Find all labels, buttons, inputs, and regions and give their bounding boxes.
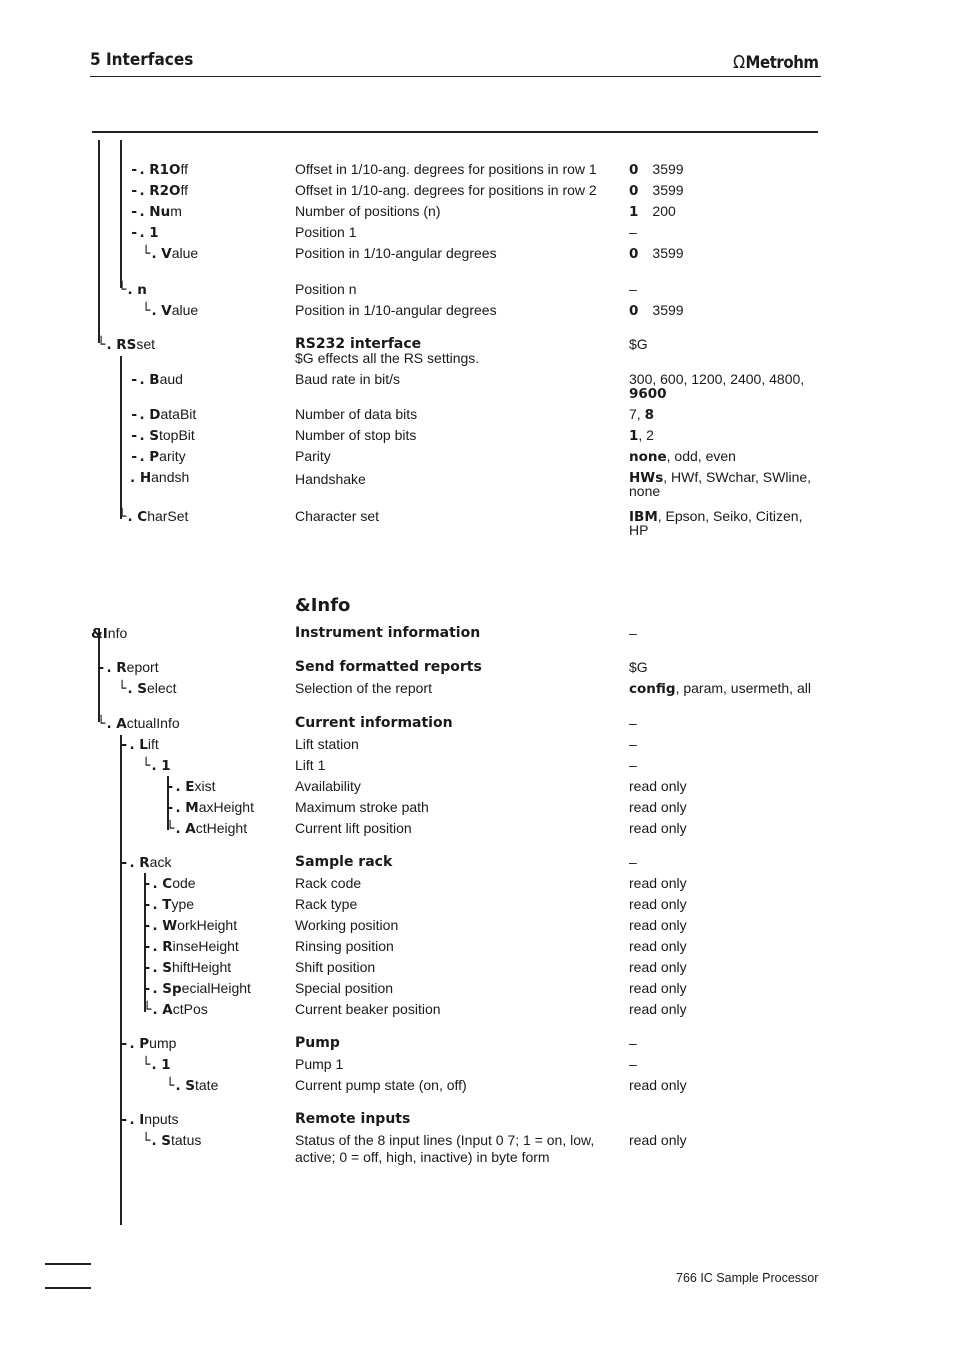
value-range	[629, 204, 676, 219]
command-key: . R2O	[139, 183, 181, 199]
command-cell	[97, 716, 180, 731]
description-title: Send formatted reports	[295, 659, 482, 675]
value-range	[629, 960, 687, 974]
value-range	[629, 716, 637, 730]
value-rest: 200	[652, 203, 676, 219]
command-cell	[143, 918, 237, 933]
tree-connector: └	[118, 681, 127, 697]
tree-connector: -	[143, 981, 152, 997]
value-rest: –	[629, 281, 637, 297]
value-range	[629, 1002, 687, 1016]
footer-product: 766 IC Sample Processor	[676, 1271, 819, 1285]
command-rest: hiftHeight	[172, 959, 232, 975]
tree-connector: -	[97, 660, 106, 676]
command-key: . P	[129, 1036, 150, 1052]
command-cell	[130, 449, 186, 464]
description-title: Remote inputs	[295, 1111, 411, 1127]
command-rest: inseHeight	[172, 938, 239, 954]
command-key: . S	[152, 960, 172, 976]
value-default: 0	[629, 303, 639, 319]
command-cell	[118, 681, 177, 696]
value-rest: 3599	[652, 182, 684, 198]
tree-line	[120, 735, 122, 1225]
command-key: . A	[175, 821, 196, 837]
command-rest: harSet	[147, 508, 189, 524]
value-rest: read only	[629, 875, 687, 891]
command-cell	[166, 1078, 218, 1093]
command-cell	[130, 162, 188, 177]
command-rest: axHeight	[198, 799, 254, 815]
value-rest: , param, usermeth, all	[675, 680, 811, 696]
description: Rack type	[295, 896, 358, 912]
command-rest: ctPos	[172, 1001, 208, 1017]
command-key: . 1	[151, 758, 171, 774]
tree-connector: -	[130, 183, 139, 199]
command-cell	[120, 1112, 179, 1127]
value-rest: $G	[629, 336, 648, 352]
value-rest: read only	[629, 1132, 687, 1148]
value-line2: none	[629, 483, 661, 499]
description: Number of data bits	[295, 406, 418, 422]
omega-logo-icon: Ω	[733, 52, 745, 73]
command-cell	[143, 939, 239, 954]
description: Rinsing position	[295, 938, 394, 954]
description: Working position	[295, 917, 399, 933]
tree-connector: └	[118, 282, 127, 298]
value-range	[629, 428, 654, 443]
command-rest: tatus	[171, 1132, 202, 1148]
value-rest: –	[629, 757, 637, 773]
value-range	[629, 303, 684, 318]
value-range	[629, 509, 803, 524]
command-key: . 1	[139, 225, 159, 241]
command-cell	[143, 981, 251, 996]
value-rest: read only	[629, 820, 687, 836]
value-range	[629, 897, 687, 911]
command-rest: nputs	[144, 1111, 179, 1127]
command-key: &I	[91, 626, 108, 642]
value-range	[629, 821, 687, 835]
value-range	[629, 1057, 637, 1071]
value-rest: 3599	[652, 302, 684, 318]
command-cell	[130, 183, 188, 198]
value-range	[629, 737, 637, 751]
tree-connector: -	[130, 449, 139, 465]
tree-connector: -	[130, 162, 139, 178]
command-key: . L	[129, 737, 148, 753]
value-rest: –	[629, 715, 637, 731]
table-top-rule	[92, 131, 818, 133]
tree-connector: └	[142, 1133, 151, 1149]
command-cell	[118, 282, 147, 297]
description: Offset in 1/10-ang. degrees for positions in row 2	[295, 182, 597, 198]
tree-connector: -	[120, 1112, 129, 1128]
command-key: . C	[127, 509, 148, 525]
command-cell	[97, 337, 155, 352]
command-key: . RS	[106, 337, 137, 353]
value-rest: , odd, even	[666, 448, 736, 464]
value-range	[629, 162, 684, 177]
value-rest: –	[629, 625, 637, 641]
value-rest: read only	[629, 959, 687, 975]
value-default: 1	[629, 204, 639, 220]
command-cell	[166, 779, 216, 794]
command-rest: elect	[147, 680, 177, 696]
value-rest: –	[629, 224, 637, 240]
command-rest: alue	[171, 245, 199, 261]
value-default: HWs	[629, 470, 664, 486]
description-title: Instrument information	[295, 625, 481, 641]
value-default: IBM	[629, 509, 658, 525]
value-range	[629, 225, 637, 239]
description: Position in 1/10-angular degrees	[295, 302, 497, 318]
command-key: . S	[151, 1133, 171, 1149]
command-cell	[120, 737, 159, 752]
command-cell	[130, 372, 183, 387]
value-rest: read only	[629, 778, 687, 794]
value-rest: –	[629, 736, 637, 752]
description: Position 1	[295, 224, 357, 240]
tree-connector: -	[166, 800, 175, 816]
command-key: . R	[129, 855, 150, 871]
value-range	[629, 372, 804, 386]
command-key: . R	[106, 660, 127, 676]
info-section-title: &Info	[295, 595, 351, 616]
command-cell	[143, 876, 196, 891]
description: Lift station	[295, 736, 359, 752]
command-rest: ift	[147, 736, 159, 752]
tree-connector: └	[97, 716, 106, 732]
description: Status of the 8 input lines (Input 0 7; 1 = on, low,	[295, 1132, 595, 1148]
chapter-title: 5 Interfaces	[90, 50, 194, 70]
command-key: . A	[152, 1002, 173, 1018]
value-range	[629, 939, 687, 953]
command-cell	[120, 1036, 176, 1051]
command-rest: m	[170, 203, 182, 219]
command-key: . Nu	[139, 204, 171, 220]
value-range	[629, 660, 648, 674]
tree-connector: -	[143, 939, 152, 955]
command-cell	[143, 1002, 208, 1017]
command-cell	[142, 1133, 201, 1148]
value-rest: read only	[629, 980, 687, 996]
value-rest: –	[629, 1035, 637, 1051]
value-rest: 3599	[652, 161, 684, 177]
command-cell	[130, 225, 159, 240]
command-rest: arity	[159, 448, 186, 464]
tree-connector: └	[143, 1002, 152, 1018]
tree-connector: -	[143, 876, 152, 892]
value-range	[629, 449, 736, 464]
footer-rule	[45, 1287, 91, 1289]
tree-connector: -	[130, 204, 139, 220]
tree-connector: └	[142, 758, 151, 774]
command-cell	[120, 855, 171, 870]
command-key: . T	[152, 897, 172, 913]
value-rest: –	[629, 1056, 637, 1072]
description-title: Sample rack	[295, 854, 393, 870]
value-rest: , Epson, Seiko, Citizen,	[657, 508, 803, 524]
value-rest: read only	[629, 1001, 687, 1017]
value-range	[629, 855, 637, 869]
value-default: none	[629, 449, 667, 465]
value-rest: , 2	[638, 427, 654, 443]
description: Parity	[295, 448, 331, 464]
description-title: RS232 interface	[295, 336, 422, 352]
header-rule	[90, 76, 821, 77]
value-rest: read only	[629, 896, 687, 912]
description: Handshake	[295, 471, 366, 487]
command-rest: ecialHeight	[181, 980, 251, 996]
command-key: . C	[152, 876, 173, 892]
command-key: . E	[175, 779, 195, 795]
value-range	[629, 779, 687, 793]
description: Position in 1/10-angular degrees	[295, 245, 497, 261]
command-cell	[91, 626, 127, 641]
tree-connector: -	[120, 855, 129, 871]
value-default: config	[629, 681, 676, 697]
value-range	[629, 246, 684, 261]
command-key: . D	[139, 407, 161, 423]
tree-connector: -	[130, 225, 139, 241]
description: Selection of the report	[295, 680, 432, 696]
tree-connector: -	[143, 897, 152, 913]
description: Current lift position	[295, 820, 412, 836]
description: Position n	[295, 281, 357, 297]
value-range	[629, 918, 687, 932]
description: Rack code	[295, 875, 362, 891]
command-rest: ode	[172, 875, 196, 891]
description-title: Current information	[295, 715, 453, 731]
command-rest: ack	[149, 854, 172, 870]
command-key: . M	[175, 800, 199, 816]
command-rest: set	[136, 336, 156, 352]
command-cell	[130, 407, 196, 422]
value-rest: –	[629, 854, 637, 870]
value-default: 8	[644, 407, 654, 423]
command-cell	[97, 660, 159, 675]
command-key: . Sp	[152, 981, 182, 997]
command-cell	[142, 246, 198, 261]
value-range	[629, 1133, 687, 1147]
command-key: . R1O	[139, 162, 181, 178]
description: Number of positions (n)	[295, 203, 441, 219]
tree-connector: └	[97, 337, 106, 353]
description: Maximum stroke path	[295, 799, 429, 815]
command-key: . I	[129, 1112, 145, 1128]
value-rest: , HWf, SWchar, SWline,	[663, 469, 812, 485]
value-rest: 300, 600, 1200, 2400, 4800,	[629, 371, 805, 387]
command-cell	[130, 428, 195, 443]
description: Shift position	[295, 959, 376, 975]
value-rest: 7,	[629, 406, 645, 422]
tree-connector: └	[142, 303, 151, 319]
command-rest: ff	[180, 182, 189, 198]
command-cell	[130, 204, 182, 219]
tree-connector: -	[120, 737, 129, 753]
command-rest: ctHeight	[195, 820, 248, 836]
command-cell	[166, 821, 247, 836]
value-line2	[629, 386, 667, 401]
value-range	[629, 758, 637, 772]
tree-connector: -	[130, 428, 139, 444]
description: Availability	[295, 778, 361, 794]
command-key: . A	[106, 716, 127, 732]
value-rest: read only	[629, 938, 687, 954]
description-line2: active; 0 = off, high, inactive) in byte form	[295, 1149, 550, 1165]
command-cell	[118, 509, 188, 524]
description: Offset in 1/10-ang. degrees for positions in row 1	[295, 161, 597, 177]
command-cell	[143, 897, 194, 912]
command-rest: tate	[195, 1077, 219, 1093]
value-default: 0	[629, 162, 639, 178]
value-rest: read only	[629, 1077, 687, 1093]
command-rest: topBit	[159, 427, 195, 443]
value-range	[629, 282, 637, 296]
description-title: Pump	[295, 1035, 340, 1051]
command-rest: ype	[171, 896, 195, 912]
command-key: . S	[175, 1078, 195, 1094]
tree-line	[120, 356, 122, 519]
tree-connector: └	[166, 821, 175, 837]
value-rest: 3599	[652, 245, 684, 261]
command-rest: alue	[171, 302, 199, 318]
description: Pump 1	[295, 1056, 344, 1072]
value-default: 0	[629, 183, 639, 199]
value-default: 0	[629, 246, 639, 262]
tree-connector: -	[166, 779, 175, 795]
command-cell	[143, 960, 231, 975]
tree-connector: -	[143, 918, 152, 934]
command-cell	[142, 303, 198, 318]
tree-connector: -	[120, 1036, 129, 1052]
value-line2: HP	[629, 522, 649, 538]
command-key: . S	[139, 428, 159, 444]
command-rest: ctualInfo	[126, 715, 180, 731]
value-range	[629, 1078, 687, 1092]
description: Current pump state (on, off)	[295, 1077, 467, 1093]
value-range	[629, 800, 687, 814]
command-rest: ump	[149, 1035, 177, 1051]
brand-name: Metrohm	[745, 52, 819, 73]
command-rest: eport	[126, 659, 159, 675]
value-range	[629, 626, 637, 640]
command-key: . n	[127, 282, 147, 298]
tree-line	[98, 140, 100, 343]
command-key: . P	[139, 449, 160, 465]
command-key: . S	[127, 681, 147, 697]
command-key: . B	[139, 372, 160, 388]
value-range	[629, 337, 648, 351]
value-range	[629, 876, 687, 890]
command-key: . W	[152, 918, 178, 934]
command-rest: nfo	[107, 625, 128, 641]
command-rest: ff	[180, 161, 189, 177]
description: Character set	[295, 508, 380, 524]
tree-connector: -	[143, 960, 152, 976]
value-range	[629, 1036, 637, 1050]
description: Number of stop bits	[295, 427, 417, 443]
value-range	[629, 981, 687, 995]
footer-rule	[45, 1263, 91, 1265]
command-rest: orkHeight	[177, 917, 238, 933]
tree-connector: └	[142, 1057, 151, 1073]
command-cell	[166, 800, 254, 815]
description: $G effects all the RS settings.	[295, 350, 480, 366]
command-rest: ataBit	[160, 406, 197, 422]
value-rest: read only	[629, 799, 687, 815]
description: Baud rate in bit/s	[295, 371, 401, 387]
tree-line	[120, 140, 122, 288]
tree-connector: └	[166, 1078, 175, 1094]
command-cell	[142, 758, 171, 773]
value-rest: $G	[629, 659, 648, 675]
command-key: . R	[152, 939, 173, 955]
command-key: . V	[151, 246, 172, 262]
command-key: . 1	[151, 1057, 171, 1073]
command-rest: andsh	[151, 469, 190, 485]
value-range	[629, 407, 654, 422]
command-key: . V	[151, 303, 172, 319]
tree-connector: -	[130, 407, 139, 423]
description: Lift 1	[295, 757, 326, 773]
value-range	[629, 183, 684, 198]
tree-connector: -	[130, 372, 139, 388]
description: Special position	[295, 980, 394, 996]
tree-connector: └	[118, 509, 127, 525]
value-default: 1	[629, 428, 639, 444]
value-default: 9600	[629, 386, 667, 402]
command-cell	[142, 1057, 171, 1072]
value-rest: read only	[629, 917, 687, 933]
command-key: . H	[130, 470, 152, 486]
value-range	[629, 681, 811, 696]
command-cell	[130, 470, 189, 485]
command-rest: xist	[194, 778, 216, 794]
description: Current beaker position	[295, 1001, 441, 1017]
command-rest: aud	[159, 371, 183, 387]
tree-connector: └	[142, 246, 151, 262]
brand-logo	[733, 52, 819, 73]
